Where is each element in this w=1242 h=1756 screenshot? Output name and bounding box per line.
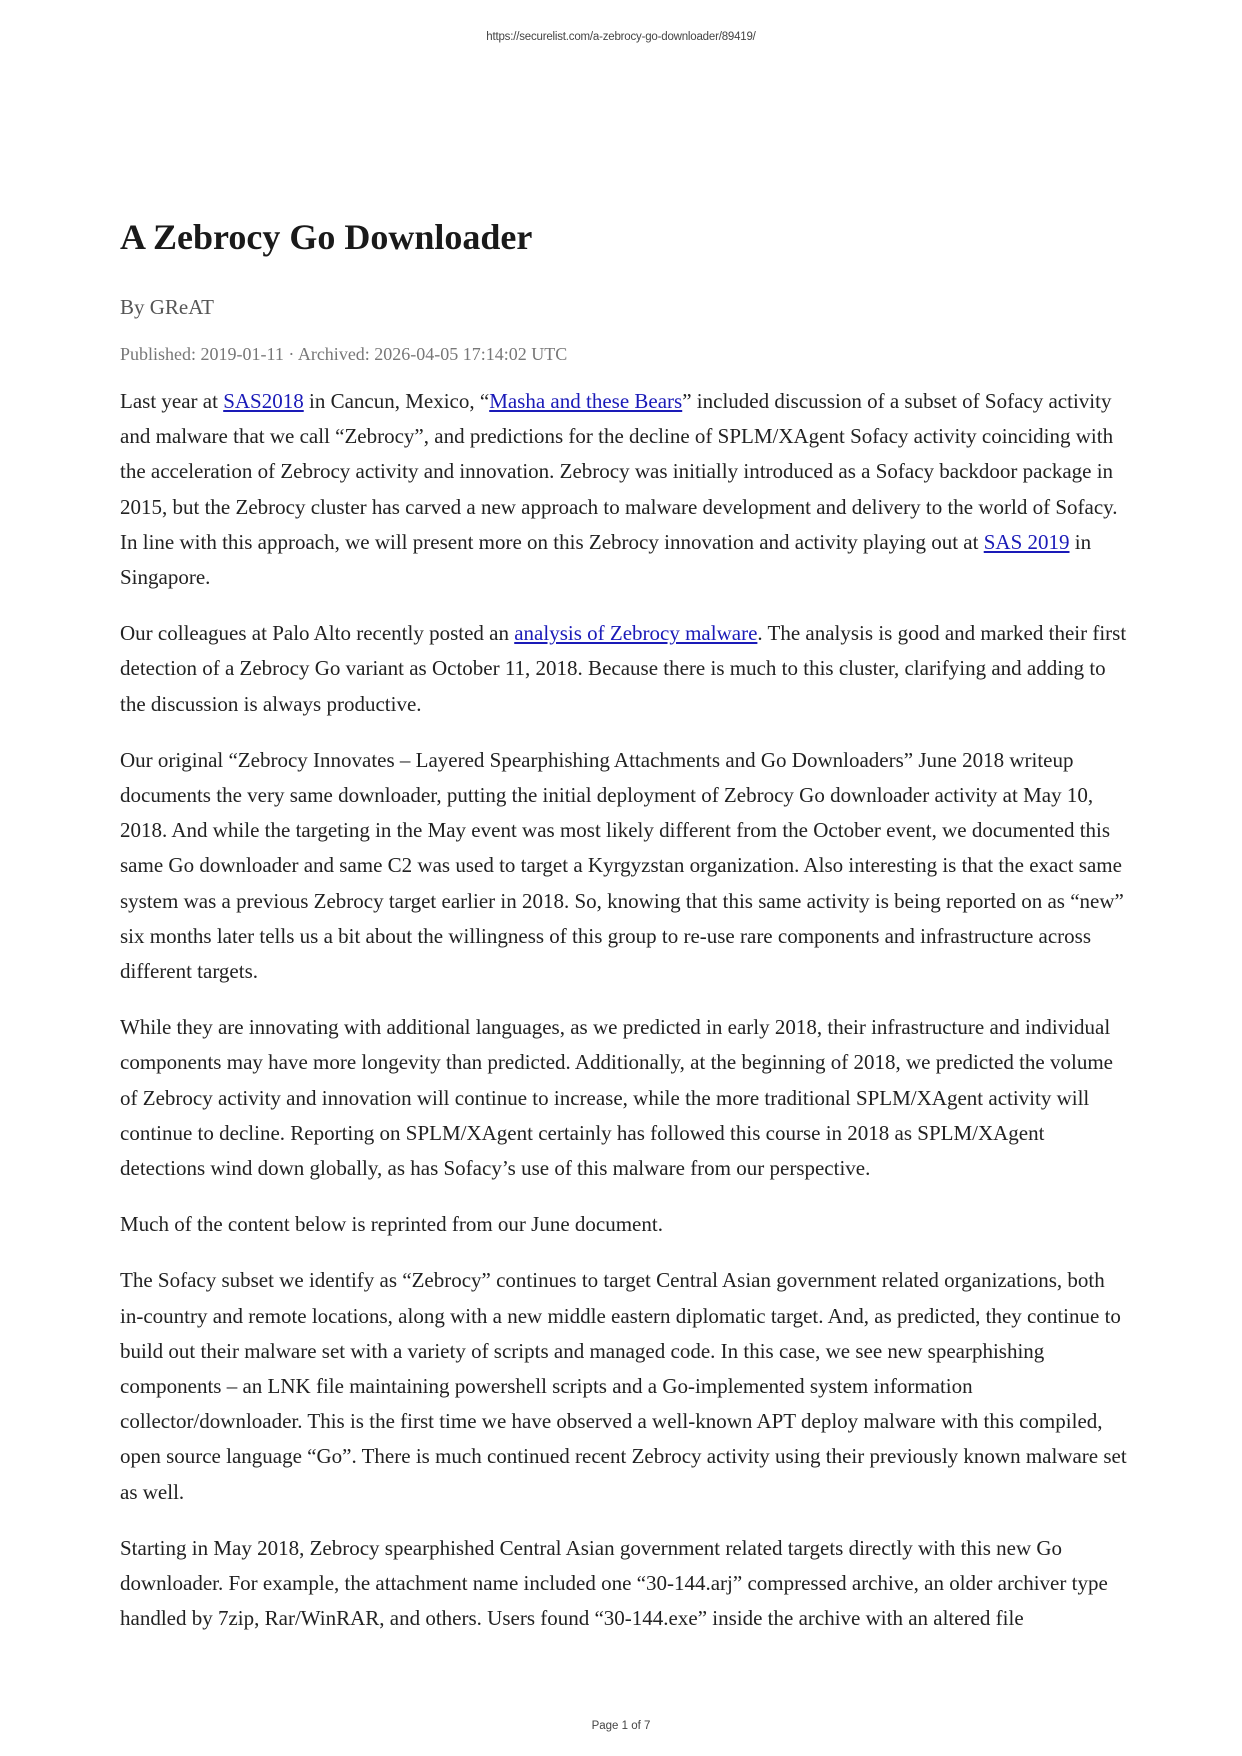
paragraph-text: . The analysis is good and marked their first detection of a Zebrocy Go variant as October 11, 2018. Because there is much to this cluster, clarifying and adding to the discussion is always productive.	[120, 621, 1127, 716]
paragraph-text: Starting in May 2018, Zebrocy spearphished Central Asian government related targets directly with this new Go downloader. For example, the attachment name included one “30-144.arj” compressed archive, an older archiver type handled by 7zip, Rar/WinRAR, and others. Users found “30-144.exe” inside the archive with an altered file	[120, 1535, 1108, 1631]
article	[120, 210, 1132, 1658]
article-paragraph	[120, 1207, 1132, 1242]
article-body	[120, 384, 1132, 1637]
page-url: https://securelist.com/a-zebrocy-go-downloader/89419/	[486, 31, 756, 43]
paragraph-text: Last year at	[120, 389, 224, 413]
paragraph-text: While they are innovating with additional languages, as we predicted in early 2018, their infrastructure and individual components may have more longevity than predicted. Additionally, at the beginning of 2018, we predicted the volume of Zebrocy activity and innovation will continue to increase, while the more traditional SPLM/XAgent activity will continue to decline. Reporting on SPLM/XAgent certainly has followed this course in 2018 as SPLM/XAgent detections wind down globally, as has Sofacy’s use of this malware from our perspective.	[120, 1015, 1113, 1181]
article-paragraph	[120, 743, 1132, 989]
inline-link[interactable]: SAS2018	[223, 389, 304, 413]
paragraph-text: The Sofacy subset we identify as “Zebrocy” continues to target Central Asian government related organizations, both in-country and remote locations, along with a new middle eastern diplomatic target. And, as predicted, they continue to build out their malware set with a variety of scripts and managed code. In this case, we see new spearphishing components – an LNK file maintaining powershell scripts and a Go-implemented system information collector/downloader. This is the first time we have observed a well-known APT deploy malware with this compiled, open source language “Go”. There is much continued recent Zebrocy activity using their previously known malware set as well.	[120, 1268, 1127, 1504]
article-meta: Published: 2019-01-11 · Archived: 2026-04-05 17:14:02 UTC	[120, 344, 568, 364]
paragraph-text: in Singapore.	[120, 529, 1092, 590]
paragraph-text: Our original “Zebrocy Innovates – Layered Spearphishing Attachments and Go Downloaders” June 2018 writeup documents the very same downloader, putting the initial deployment of Zebrocy Go downloader activity at May 10, 2018. And while the targeting in the May event was most likely different from the October event, we documented this same Go downloader and same C2 was used to target a Kyrgyzstan organization. Also interesting is that the exact same system was a previous Zebrocy target earlier in 2018. So, knowing that this same activity is being reported on as “new” six months later tells us a bit about the willingness of this group to re-use rare components and infrastructure across different targets.	[120, 747, 1124, 984]
paragraph-text: Our colleagues at Palo Alto recently posted an	[120, 621, 515, 646]
article-paragraph	[120, 1010, 1132, 1186]
inline-link[interactable]: SAS 2019	[983, 529, 1070, 554]
inline-link[interactable]: Masha and these Bears	[489, 389, 683, 413]
article-title: A Zebrocy Go Downloader	[120, 217, 533, 257]
article-paragraph	[120, 1531, 1132, 1637]
paragraph-text: in Cancun, Mexico, “	[303, 389, 490, 413]
article-paragraph	[120, 616, 1132, 722]
inline-link[interactable]: analysis of Zebrocy malware	[514, 621, 758, 646]
page-number: Page 1 of 7	[591, 1720, 651, 1732]
article-paragraph	[120, 384, 1132, 595]
article-byline: By GReAT	[120, 295, 214, 319]
paragraph-text: ” included discussion of a subset of Sofacy activity and malware that we call “Zebrocy”, and predictions for the decline of SPLM/XAgent Sofacy activity coinciding with the acceleration of Zebrocy activity and innovation. Zebrocy was initially introduced as a Sofacy backdoor package in 2015, but the Zebrocy cluster has carved a new approach to malware development and delivery to the world of Sofacy. In line with this approach, we will present more on this Zebrocy innovation and activity playing out at	[120, 389, 1118, 554]
article-paragraph	[120, 1263, 1132, 1509]
paragraph-text: Much of the content below is reprinted from our June document.	[120, 1212, 663, 1237]
